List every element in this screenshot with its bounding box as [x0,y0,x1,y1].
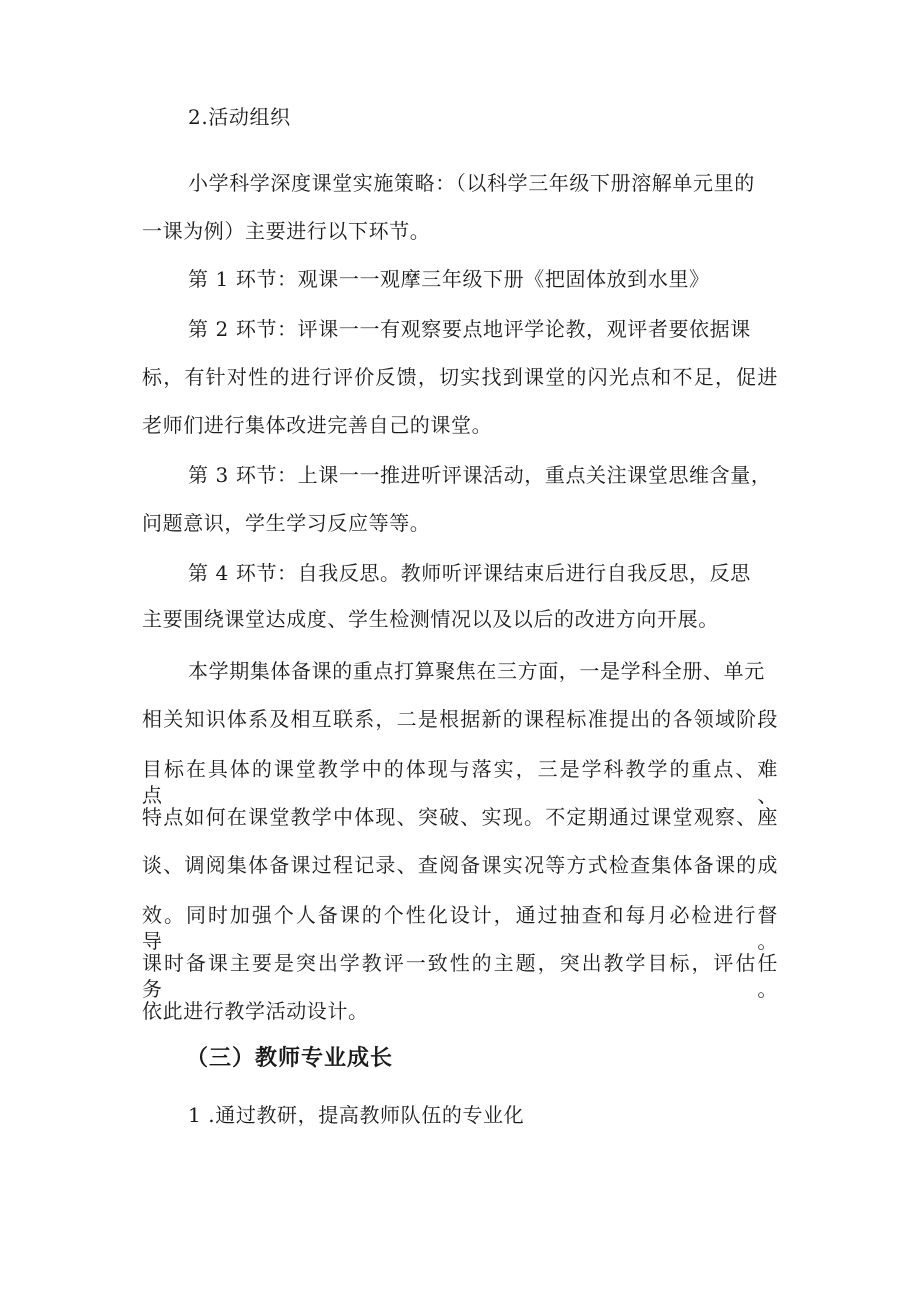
step4-line-2: 主要围绕课堂达成度、学生检测情况以及以后的改进方向开展。 [142,607,719,631]
intro-line-1: 小学科学深度课堂实施策略：（以科学三年级下册溶解单元里的 [188,171,755,195]
section-3-heading: （三）教师专业成长 [186,1046,394,1071]
step2-line-2: 标，有针对性的进行评价反馈，切实找到课堂的闪光点和不足，促进 [142,365,778,389]
prep-line-1: 本学期集体备课的重点打算聚焦在三方面，一是学科全册、单元 [188,659,765,683]
step3-line-1: 第 3 环节：上课一一推进听评课活动，重点关注课堂思维含量， [188,463,772,487]
section-2-heading: 2.活动组织 [188,105,291,129]
prep-line-3: 目标在具体的课堂教学中的体现与落实，三是学科教学的重点、难点、 [142,757,778,807]
step2-line-3: 老师们进行集体改进完善自己的课堂。 [142,413,493,437]
prep-line-2: 相关知识体系及相互联系，二是根据新的课程标准提出的各领域阶段 [142,707,778,731]
step2-line-1: 第 2 环节：评课一一有观察要点地评学论教，观评者要依据课 [188,317,751,341]
prep-line-5: 谈、调阅集体备课过程记录、查阅备课实况等方式检查集体备课的成 [142,853,778,877]
prep-line-7: 课时备课主要是突出学教评一致性的主题，突出教学目标，评估任务。 [142,951,778,1001]
step4-line-1: 第 4 环节：自我反思。教师听评课结束后进行自我反思，反思 [188,561,751,585]
subsection-1-heading: 1 .通过教研，提高教师队伍的专业化 [188,1103,525,1127]
intro-line-2: 一课为例）主要进行以下环节。 [142,219,431,243]
prep-line-4: 特点如何在课堂教学中体现、突破、实现。不定期通过课堂观察、座 [142,805,778,829]
prep-line-6: 效。同时加强个人备课的个性化设计，通过抽查和每月必检进行督导。 [142,903,778,953]
prep-line-8: 依此进行教学活动设计。 [142,999,369,1023]
step3-line-2: 问题意识，学生学习反应等等。 [142,511,431,535]
step1-line-1: 第 1 环节：观课一一观摩三年级下册《把固体放到水里》 [188,267,710,291]
